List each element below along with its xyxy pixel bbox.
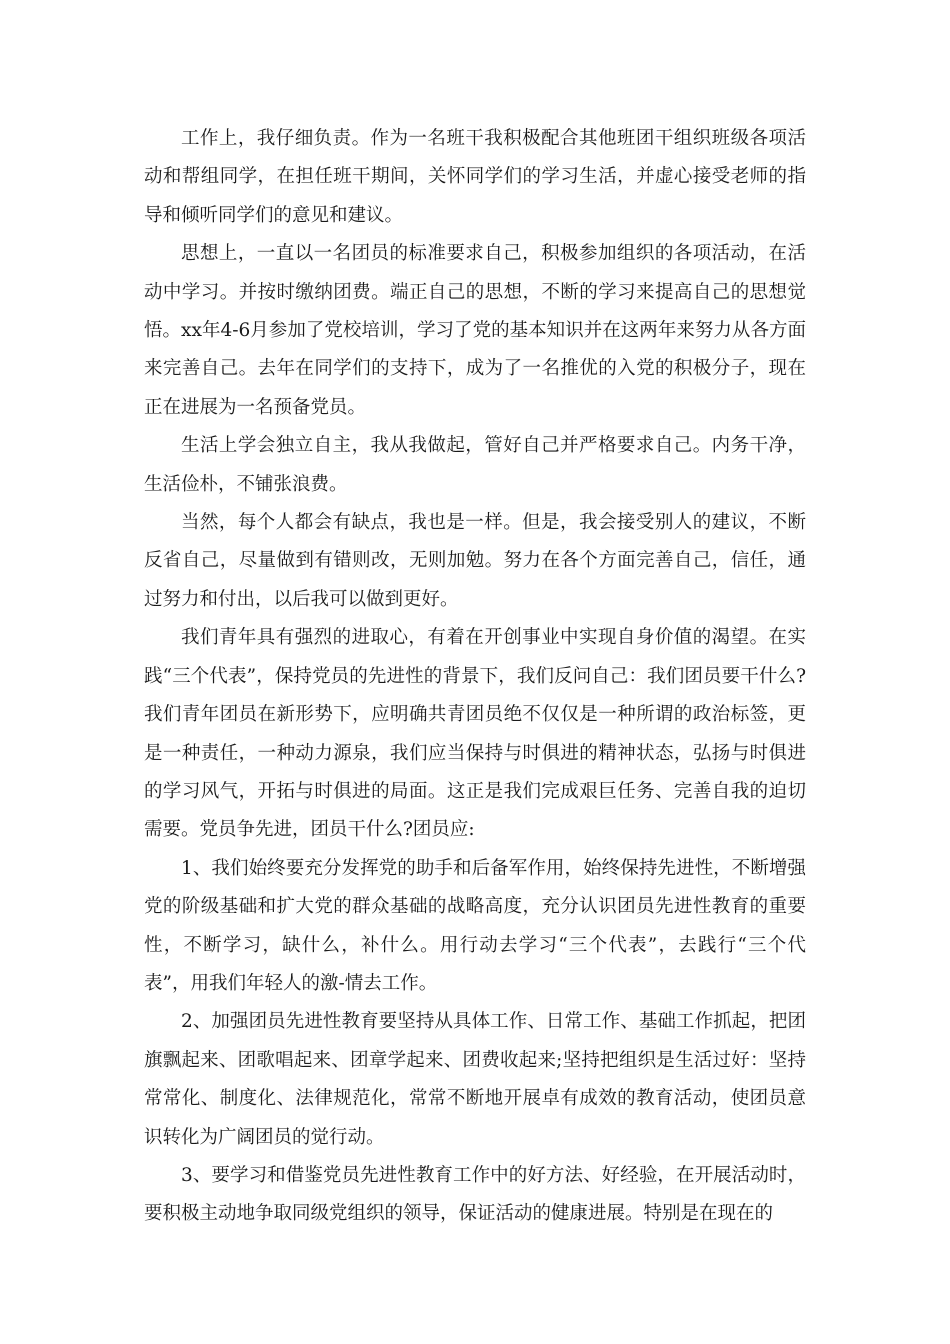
paragraph-thought: 思想上，一直以一名团员的标准要求自己，积极参加组织的各项活动，在活动中学习。并按时缴纳团费。端正自己的思想，不断的学习来提高自己的思想觉悟。xx年4-6月参加了党校培训，学习了党的基本知识并在这两年来努力从各方面来完善自己。去年在同学们的支持下，成为了一名推优的入党的积极分子，现在正在进展为一名预备党员。 (144, 243, 806, 418)
paragraph-point-1: 1、我们始终要充分发挥党的助手和后备军作用，始终保持先进性，不断增强党的阶级基础和扩大党的群众基础的战略高度，充分认识团员先进性教育的重要性，不断学习，缺什么，补什么。用行动去学习“三个代表”，去践行“三个代表”，用我们年轻人的激-情去工作。 (144, 857, 806, 994)
document-body (144, 120, 806, 1234)
paragraph-point-2: 2、加强团员先进性教育要坚持从具体工作、日常工作、基础工作抓起，把团旗飘起来、团歌唱起来、团章学起来、团费收起来;坚持把组织是生活过好：坚持常常化、制度化、法律规范化，常常不断地开展卓有成效的教育活动，使团员意识转化为广阔团员的觉行动。 (144, 1011, 806, 1148)
paragraph-life: 生活上学会独立自主，我从我做起，管好自己并严格要求自己。内务干净，生活俭朴，不铺张浪费。 (144, 435, 806, 495)
paragraph-shortcomings: 当然，每个人都会有缺点，我也是一样。但是，我会接受别人的建议，不断反省自己，尽量做到有错则改，无则加勉。努力在各个方面完善自己，信任，通过努力和付出，以后我可以做到更好。 (144, 512, 806, 610)
paragraph-point-3: 3、要学习和借鉴党员先进性教育工作中的好方法、好经验，在开展活动时，要积极主动地争取同级党组织的领导，保证活动的健康进展。特别是在现在的 (144, 1164, 806, 1225)
paragraph-work: 工作上，我仔细负责。作为一名班干我积极配合其他班团干组织班级各项活动和帮组同学，在担任班干期间，关怀同学们的学习生活，并虚心接受老师的指导和倾听同学们的意见和建议。 (144, 128, 806, 226)
paragraph-youth: 我们青年具有强烈的进取心，有着在开创事业中实现自身价值的渴望。在实践“三个代表”，保持党员的先进性的背景下，我们反问自己：我们团员要干什么?我们青年团员在新形势下，应明确共青团员绝不仅仅是一种所谓的政治标签，更是一种责任，一种动力源泉，我们应当保持与时俱进的精神状态，弘扬与时俱进的学习风气，开拓与时俱进的局面。这正是我们完成艰巨任务、完善自我的迫切需要。党员争先进，团员干什么?团员应: (144, 627, 806, 841)
